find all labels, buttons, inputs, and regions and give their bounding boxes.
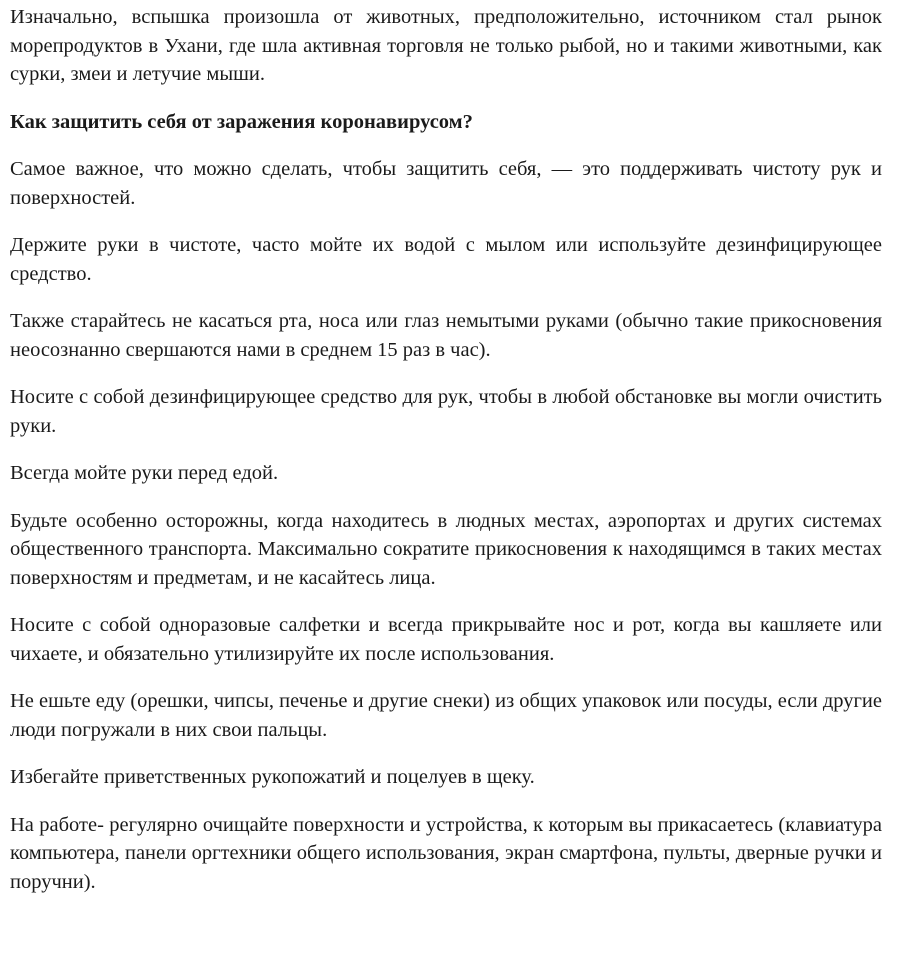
paragraph-5: Всегда мойте руки перед едой. — [10, 462, 279, 484]
paragraph-4: Носите с собой дезинфицирующее средство для рук, чтобы в любой обстановке вы могли очистить руки. — [10, 386, 882, 437]
document-page — [10, 0, 882, 896]
paragraph-1: Самое важное, что можно сделать, чтобы защитить себя, — это поддерживать чистоту рук и поверхностей. — [10, 158, 882, 209]
paragraph-2: Держите руки в чистоте, часто мойте их водой с мылом или используйте дезинфицирующее средство. — [10, 234, 882, 285]
paragraph-6: Будьте особенно осторожны, когда находитесь в людных местах, аэропортах и других системах общественного транспорта. Максимально сократите прикосновения к находящимся в таких местах поверхностям и предметам, и не касайтесь лица. — [10, 509, 882, 589]
paragraph-10: На работе- регулярно очищайте поверхности и устройства, к которым вы прикасаетесь (клавиатура компьютера, панели оргтехники общего использования, экран смартфона, пульты, дверные ручки и поручни). — [10, 813, 882, 893]
paragraph-8: Не ешьте еду (орешки, чипсы, печенье и другие снеки) из общих упаковок или посуды, если другие люди погружали в них свои пальцы. — [10, 690, 882, 741]
paragraph-7: Носите с собой одноразовые салфетки и всегда прикрывайте нос и рот, когда вы кашляете или чихаете, и обязательно утилизируйте их после использования. — [10, 614, 882, 665]
intro-paragraph: Изначально, вспышка произошла от животных, предположительно, источником стал рынок морепродуктов в Ухани, где шла активная торговля не только рыбой, но и такими животными, как сурки, змеи и летучие мыши. — [10, 6, 882, 85]
section-heading: Как защитить себя от заражения коронавирусом? — [10, 110, 473, 133]
paragraph-9: Избегайте приветственных рукопожатий и поцелуев в щеку. — [10, 766, 535, 788]
paragraph-3: Также старайтесь не касаться рта, носа или глаз немытыми руками (обычно такие прикосновения неосознанно свершаются нами в среднем 15 раз в час). — [10, 310, 882, 361]
